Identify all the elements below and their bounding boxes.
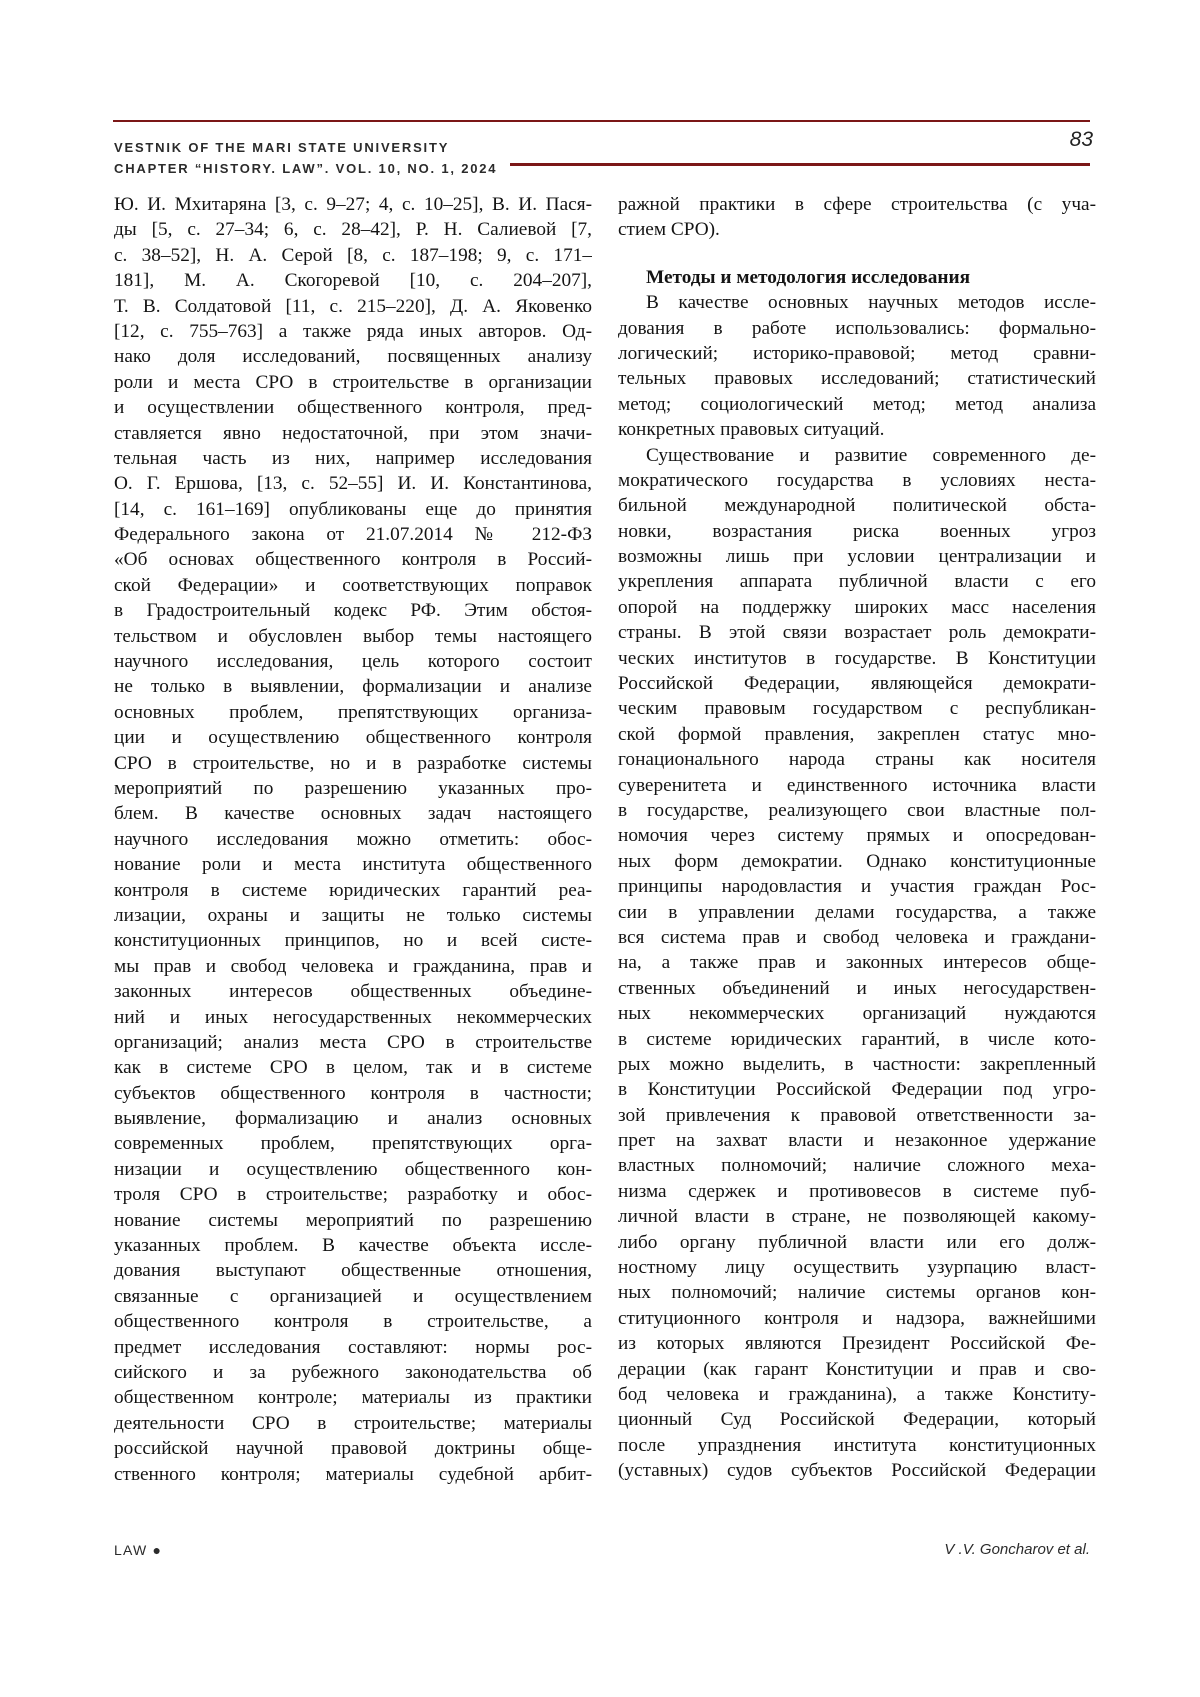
text-line: ституционного контроля и надзора, важнейшими (618, 1307, 1096, 1329)
text-line: Т. В. Солдатовой [11, с. 215–220], Д. А. Яковенко (114, 295, 592, 317)
text-line: гонационального народа страны как носителя (618, 749, 1096, 771)
text-line: законных интересов общественных объедине- (114, 981, 592, 1003)
text-line: современных проблем, препятствующих орга- (114, 1133, 592, 1155)
text-line: блем. В качестве основных задач настоящего (114, 803, 592, 825)
text-line: (уставных) судов субъектов Российской Федерации (618, 1460, 1096, 1482)
text-line: и осуществлении общественного контроля, пред- (114, 397, 592, 419)
text-line: В качестве основных научных методов иссле- (646, 292, 1096, 314)
text-line: зой привлечения к правовой ответственности за- (618, 1104, 1096, 1126)
right-column (618, 192, 1096, 1484)
text-line: роли и места СРО в строительстве в организации (114, 371, 592, 393)
text-line: опорой на поддержку широких масс населения (618, 596, 1096, 618)
text-line: личной власти в стране, не позволяющей какому- (618, 1206, 1096, 1228)
text-line: Федерального закона от 21.07.2014 № 212-ФЗ (114, 524, 592, 546)
text-line: ческих институтов в государстве. В Конституции (618, 647, 1096, 669)
text-line: 181], М. А. Скогоревой [10, с. 204–207], (114, 270, 592, 292)
text-line: российской научной правовой доктрины обще- (114, 1438, 592, 1460)
journal-issue: CHAPTER “HISTORY. LAW”. VOL. 10, NO. 1, 2024 (114, 161, 498, 176)
text-line: ции и осуществлению общественного контроля (114, 727, 592, 749)
text-line: общественного контроля в строительстве, а (114, 1311, 592, 1333)
text-line: предмет исследования составляют: нормы рос- (114, 1336, 592, 1358)
text-line: сии в управлении делами государства, а также (618, 901, 1096, 923)
text-line: в государстве, реализующего свои властные пол- (618, 799, 1096, 821)
text-line: стием СРО). (618, 219, 720, 241)
text-line: ностному лицу осуществить узурпацию власт- (618, 1257, 1096, 1279)
text-line: мократического государства в условиях неста- (618, 469, 1096, 491)
text-line: нование роли и места института общественного (114, 854, 592, 876)
text-line: нако доля исследований, посвященных анализу (114, 346, 592, 368)
text-line: как в системе СРО в целом, так и в системе (114, 1057, 592, 1079)
section-gap (618, 243, 1096, 265)
text-line: контроля в системе юридических гарантий реа- (114, 879, 592, 901)
text-line: бильной международной политической обста- (618, 495, 1096, 517)
text-line: дования выступают общественные отношения, (114, 1260, 592, 1282)
text-line: Российской Федерации, являющейся демократи- (618, 673, 1096, 695)
text-line: тельством и обусловлен выбор темы настоящего (114, 625, 592, 647)
section-heading: Методы и методология исследования (646, 266, 971, 288)
text-line: страны. В этой связи возрастает роль демократи- (618, 622, 1096, 644)
text-line: в системе юридических гарантий, в числе кото- (618, 1028, 1096, 1050)
text-line: научного исследования, цель которого состоит (114, 651, 592, 673)
text-line: дования в работе использовались: формально- (618, 317, 1096, 339)
text-line: ционный Суд Российской Федерации, который (618, 1409, 1096, 1431)
text-line: связанные с организацией и осуществлением (114, 1285, 592, 1307)
header-rule (510, 163, 1090, 166)
text-line: общественном контроле; материалы из практики (114, 1387, 592, 1409)
text-line: [12, с. 755–763] а также ряда иных авторов. Од- (114, 320, 592, 342)
text-line: нование системы мероприятий по разрешению (114, 1209, 592, 1231)
text-line: вся система прав и свобод человека и граждани- (618, 926, 1096, 948)
text-line: на, а также прав и законных интересов обще- (618, 952, 1096, 974)
text-line: «Об основах общественного контроля в Россий- (114, 549, 592, 571)
footer-authors: V .V. Goncharov et al. (944, 1541, 1090, 1558)
text-line: суверенитета и единственного источника власти (618, 774, 1096, 796)
text-line: с. 38–52], Н. А. Серой [8, с. 187–198; 9, с. 171– (114, 244, 592, 266)
text-line: ний и иных негосударственных некоммерческих (114, 1006, 592, 1028)
text-line: ственного контроля; материалы судебной арбит- (114, 1463, 592, 1485)
text-line: укрепления аппарата публичной власти с его (618, 571, 1096, 593)
text-line: указанных проблем. В качестве объекта иссле- (114, 1235, 592, 1257)
state-paragraph (618, 443, 1096, 1484)
text-line: рых можно выделить, в частности: закрепленный (618, 1053, 1096, 1075)
text-line: О. Г. Ершова, [13, с. 52–55] И. И. Константинова, (114, 473, 592, 495)
text-line: ческим правовым государством с республикан- (618, 698, 1096, 720)
text-line: субъектов общественного контроля в частности; (114, 1082, 592, 1104)
text-line: Существование и развитие современного де- (646, 444, 1096, 466)
text-line: лизации, охраны и защиты не только системы (114, 904, 592, 926)
text-line: ставляется явно недостаточной, при этом значи- (114, 422, 592, 444)
text-line: основных проблем, препятствующих организа- (114, 701, 592, 723)
text-line: ды [5, с. 27–34; 6, с. 28–42], Р. Н. Салиевой [7, (114, 219, 592, 241)
footer-section-label: LAW ● (114, 1542, 163, 1558)
text-line: бод человека и гражданина), а также Конститу- (618, 1383, 1096, 1405)
left-column (114, 192, 592, 1487)
text-line: после упразднения института конституционных (618, 1434, 1096, 1456)
text-line: ской Федерации» и соответствующих поправок (114, 574, 592, 596)
text-line: тельных правовых исследований; статистический (618, 368, 1096, 390)
text-line: деятельности СРО в строительстве; материалы (114, 1412, 592, 1434)
text-line: мероприятий по разрешению указанных про- (114, 777, 592, 799)
text-line: прет на захват власти и незаконное удержание (618, 1130, 1096, 1152)
text-line: номочия через систему прямых и опосредован- (618, 825, 1096, 847)
text-line: либо органу публичной власти или его долж- (618, 1231, 1096, 1253)
text-line: ской формой правления, закреплен статус мно- (618, 723, 1096, 745)
text-line: в Конституции Российской Федерации под угро- (618, 1079, 1096, 1101)
text-line: ственных объединений и иных негосударствен- (618, 977, 1096, 999)
text-line: ных полномочий; наличие системы органов кон- (618, 1282, 1096, 1304)
text-line: выявление, формализацию и анализ основных (114, 1108, 592, 1130)
text-line: логический; историко-правовой; метод сравни- (618, 342, 1096, 364)
text-line: научного исследования можно отметить: обос- (114, 828, 592, 850)
journal-title: VESTNIK OF THE MARI STATE UNIVERSITY (114, 140, 450, 155)
text-line: ных форм демократии. Однако конституционные (618, 850, 1096, 872)
text-line: тельная часть из них, например исследования (114, 447, 592, 469)
text-line: не только в выявлении, формализации и анализе (114, 676, 592, 698)
text-line: Ю. И. Мхитаряна [3, с. 9–27; 4, с. 10–25], В. И. Пася- (114, 194, 592, 215)
text-line: возможны лишь при условии централизации и (618, 546, 1096, 568)
page-number: 83 (1069, 128, 1093, 151)
text-line: в Градостроительный кодекс РФ. Этим обстоя- (114, 600, 592, 622)
text-line: властных полномочий; наличие сложного меха- (618, 1155, 1096, 1177)
header-top-rule (113, 120, 1090, 122)
running-header (114, 137, 634, 179)
text-line: троля СРО в строительстве; разработку и обос- (114, 1184, 592, 1206)
text-line: [14, с. 161–169] опубликованы еще до принятия (114, 498, 592, 520)
text-line: принципы народовластия и участия граждан Рос- (618, 876, 1096, 898)
text-line: мы прав и свобод человека и гражданина, прав и (114, 955, 592, 977)
left-column-text (114, 192, 592, 1487)
text-line: конституционных принципов, но и всей систе- (114, 930, 592, 952)
text-line: дерации (как гарант Конституции и прав и сво- (618, 1358, 1096, 1380)
text-line: из которых являются Президент Российской Фе- (618, 1333, 1096, 1355)
text-line: ражной практики в сфере строительства (с уча- (618, 194, 1096, 215)
text-line: низации и осуществлению общественного кон- (114, 1158, 592, 1180)
text-line: организаций; анализ места СРО в строительстве (114, 1031, 592, 1053)
text-line: метод; социологический метод; метод анализа (618, 393, 1096, 415)
text-line: конкретных правовых ситуаций. (618, 419, 885, 441)
text-line: СРО в строительстве, но и в разработке системы (114, 752, 592, 774)
text-line: ных некоммерческих организаций нуждаются (618, 1003, 1096, 1025)
text-line: новки, возрастания риска военных угроз (618, 520, 1096, 542)
methods-paragraph (618, 290, 1096, 442)
text-line: сийского и за рубежного законодательства об (114, 1361, 592, 1383)
right-column-intro (618, 192, 1096, 243)
text-line: низма сдержек и противовесов в системе пуб- (618, 1180, 1096, 1202)
